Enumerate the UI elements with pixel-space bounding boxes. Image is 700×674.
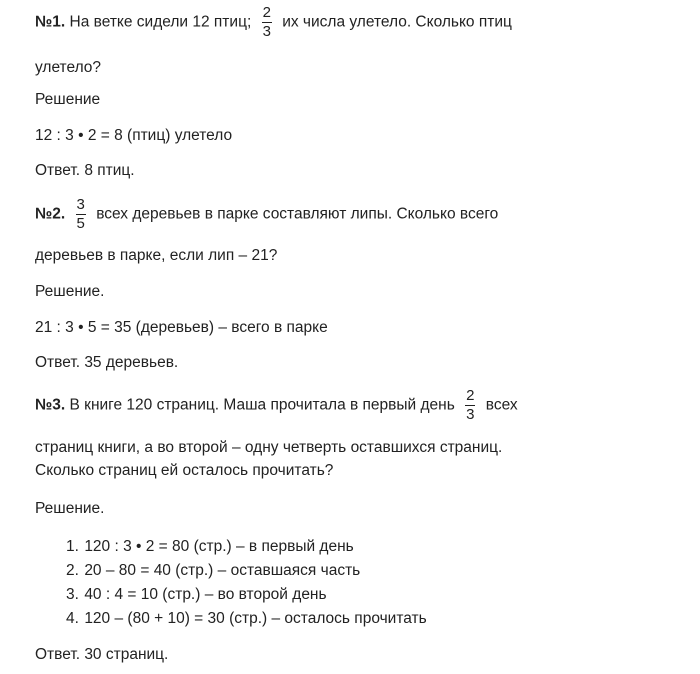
problem-1-solution: 12 : 3 • 2 = 8 (птиц) улетело xyxy=(35,127,233,144)
step-text: 120 : 3 • 2 = 80 (стр.) – в первый день xyxy=(84,538,354,555)
problem-3-text-after: всех xyxy=(485,396,518,414)
step-text: 120 – (80 + 10) = 30 (стр.) – осталось прочитать xyxy=(84,610,427,627)
step-index: 3. xyxy=(66,586,79,603)
step-index: 4. xyxy=(66,610,79,627)
problem-3-continuation-1: страниц книги, а во второй – одну четверть оставшихся страниц. xyxy=(35,439,503,456)
problem-1-solution-label: Решение xyxy=(35,91,101,108)
problem-2-header xyxy=(35,196,498,233)
problem-3-number: №3. xyxy=(35,396,66,414)
problem-3-header xyxy=(35,387,518,424)
problem-2-number: №2. xyxy=(35,205,66,223)
problem-3-solution-label: Решение. xyxy=(35,500,105,517)
step-index: 2. xyxy=(66,562,79,579)
step-text: 20 – 80 = 40 (стр.) – оставшаяся часть xyxy=(84,562,361,579)
fraction-denominator: 3 xyxy=(262,23,271,40)
fraction-numerator: 3 xyxy=(76,196,85,213)
step-index: 1. xyxy=(66,538,79,555)
problem-1-text-after: их числа улетело. Сколько птиц xyxy=(282,13,512,31)
problem-1-answer: Ответ. 8 птиц. xyxy=(35,162,135,179)
step-text: 40 : 4 = 10 (стр.) – во второй день xyxy=(84,586,327,603)
problem-1-continuation: улетело? xyxy=(35,59,102,76)
problem-1-number: №1. xyxy=(35,13,66,31)
list-item xyxy=(66,607,427,631)
problem-3-steps xyxy=(35,535,427,631)
problem-1-text-before: На ветке сидели 12 птиц; xyxy=(69,13,252,31)
problem-2-answer: Ответ. 35 деревьев. xyxy=(35,354,179,371)
problem-3-fraction xyxy=(465,387,475,424)
problem-2-solution-label: Решение. xyxy=(35,283,105,300)
problem-3-text-before: В книге 120 страниц. Маша прочитала в первый день xyxy=(69,396,455,414)
problem-3-continuation-2: Сколько страниц ей осталось прочитать? xyxy=(35,462,334,479)
problem-2-continuation: деревьев в парке, если лип – 21? xyxy=(35,247,278,264)
problem-1-fraction xyxy=(262,4,272,41)
list-item xyxy=(66,559,427,583)
fraction-numerator: 2 xyxy=(262,4,271,21)
problem-3-answer: Ответ. 30 страниц. xyxy=(35,646,169,663)
list-item xyxy=(66,535,427,559)
problem-2-text-after: всех деревьев в парке составляют липы. Сколько всего xyxy=(96,205,499,223)
problem-2-fraction xyxy=(76,196,86,233)
fraction-denominator: 3 xyxy=(466,406,475,423)
list-item xyxy=(66,583,427,607)
problem-2-solution: 21 : 3 • 5 = 35 (деревьев) – всего в парке xyxy=(35,319,328,336)
fraction-numerator: 2 xyxy=(466,387,475,404)
fraction-denominator: 5 xyxy=(76,215,85,232)
problem-1-header xyxy=(35,4,512,41)
